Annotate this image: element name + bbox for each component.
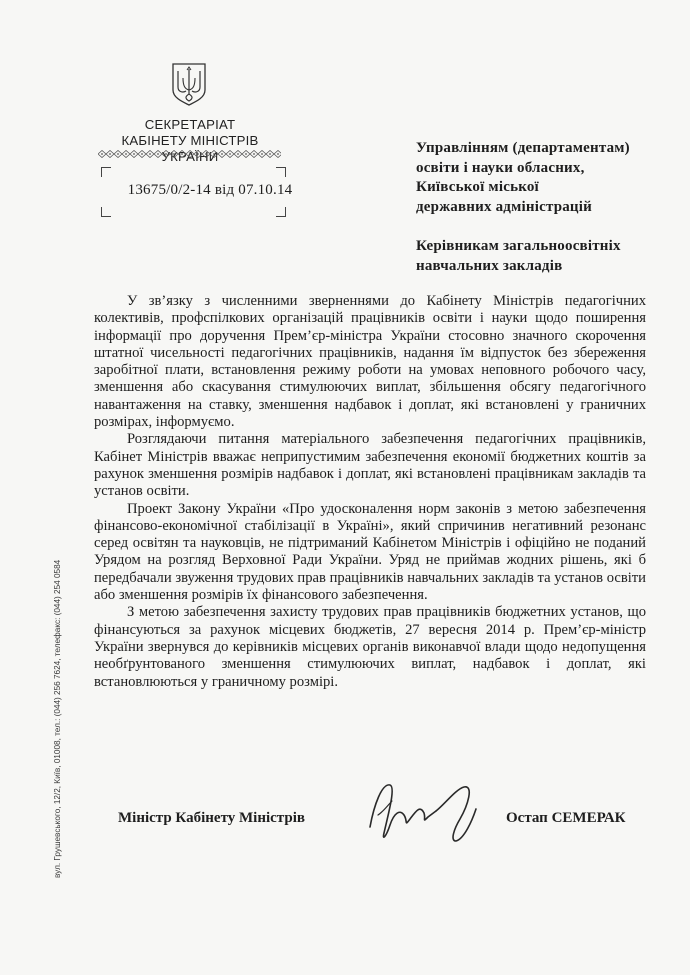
body-paragraph: Проект Закону України «Про удосконалення норм законів з метою забезпечення фінансово-економічної стабілізації в Україні», який спричинив негативний резонанс серед освітян та науковців, не підтриманий Кабінетом Міністрів і офіційно не поданий Урядом на розгляд Верховної Ради України. Уряд не приймав жодних рішень, які б передбачали звуження трудових прав працівників навчальних закладів та установ освіти або зменшення розмірів їх фінансового забезпечення.	[94, 500, 646, 604]
org-name-line1: СЕКРЕТАРІАТ	[144, 117, 236, 132]
registration-number: 13675/0/2-14 від 07.10.14	[127, 182, 293, 198]
signatory-name: Остап СЕМЕРАК	[506, 810, 626, 826]
addressee-line: Київської міської	[416, 179, 539, 195]
frame-corner	[101, 207, 111, 217]
letter-body	[94, 293, 646, 691]
ornament-divider	[98, 150, 281, 158]
addressee-block	[416, 237, 656, 276]
frame-corner	[101, 167, 111, 177]
org-name-line2: КАБІНЕТУ МІНІСТРІВ	[121, 133, 259, 148]
addressee-line: державних адміністрацій	[416, 198, 592, 215]
frame-corner	[276, 167, 286, 177]
body-paragraph: З метою забезпечення захисту трудових прав працівників бюджетних установ, що фінансуються за рахунок місцевих бюджетів, 27 вересня 2014 р. Прем’єр-міністр України звернувся до керівників місцевих органів виконавчої влади щодо недопущення необґрунтованого зменшення стимулюючих виплат, надбавок і доплат, які встановлюються у граничному розмірі.	[94, 604, 646, 690]
addressee-line: Управлінням (департаментам)	[416, 140, 630, 156]
addressee-line: освіти і науки обласних,	[416, 159, 585, 176]
frame-corner	[276, 207, 286, 217]
addressee-line: Керівникам загальноосвітніх	[416, 238, 621, 254]
addressee-block	[416, 139, 656, 217]
body-paragraph: У зв’язку з численними зверненнями до Кабінету Міністрів педагогічних колективів, профспілкових організацій працівників освіти і науки щодо поширення інформації про доручення Прем’єр-міністра України стосовно значного скорочення штатної чисельності педагогічних працівників, надання їм відпусток без збереження заробітної плати, встановлення режиму роботи на умовах неповного робочого часу, зменшення або скасування стимулюючих виплат, збільшення обсягу педагогічного навантаження на ставку, зменшення надбавок і доплат, які встановлені у граничних розмірах, інформуємо.	[94, 293, 646, 431]
trident-icon	[171, 62, 207, 106]
body-paragraph: Розглядаючи питання матеріального забезпечення педагогічних працівників, Кабінет Міністрів вважає неприпустимим забезпечення економії бюджетних коштів за рахунок зменшення розмірів надбавок і доплат, які встановлені працівникам закладів та установ освіти.	[94, 431, 646, 500]
signatory-title: Міністр Кабінету Міністрів	[118, 810, 305, 826]
handwritten-signature	[364, 775, 492, 847]
footer-address: вул. Грушевського, 12/2, Київ, 01008, тел.: (044) 256 7624, телефакс: (044) 254 0584	[53, 559, 62, 878]
addressee-line: навчальних закладів	[416, 257, 563, 274]
